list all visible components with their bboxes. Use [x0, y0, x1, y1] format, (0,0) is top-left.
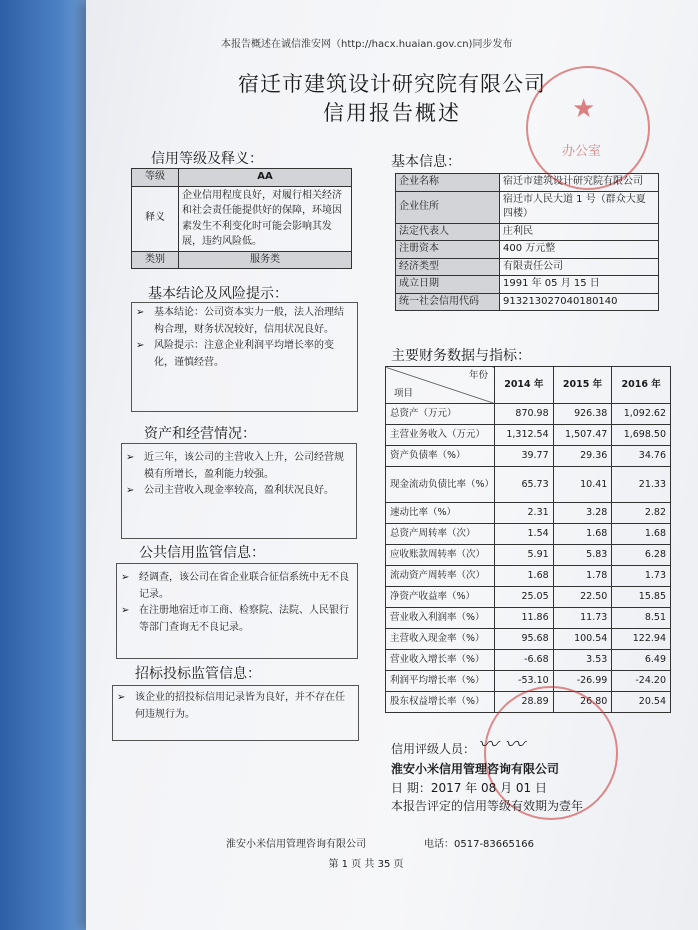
row-label: 主营业务收入（万元）: [386, 425, 495, 446]
validity-note: 本报告评定的信用等级有效期为壹年: [391, 799, 584, 813]
list-item: ➢ 该企业的招投标信用记录皆为良好，并不存在任何违规行为。: [113, 690, 352, 723]
meaning-text: 企业信用程度良好，对履行相关经济和社会责任能提供好的保障，环境因素发生不利变化时可能会影响其发展，违约风险低。: [179, 186, 352, 251]
cell: -53.10: [495, 671, 554, 692]
page-number: 第 1 页 共 35 页: [328, 859, 404, 870]
table-row: [386, 650, 671, 671]
cell: 6.49: [612, 650, 671, 671]
company-seal: [526, 66, 650, 190]
footer-phone: 电话：0517-83665166: [424, 839, 534, 850]
table-row: [386, 545, 671, 566]
corner-item: 项目: [394, 388, 414, 400]
info-label: 法定代表人: [396, 223, 500, 241]
level-label: 等级: [132, 169, 179, 187]
year-header: 2014 年: [495, 367, 554, 404]
cell: 20.54: [612, 692, 671, 713]
cell: 1.78: [553, 566, 612, 587]
cell: 3.53: [553, 650, 612, 671]
cell: -24.20: [612, 671, 671, 692]
list-item: ➢ 经调查，该公司在省企业联合征信系统中无不良记录。: [117, 570, 351, 603]
info-value: 400 万元整: [500, 241, 659, 259]
row-label: 总资产周转率（次）: [386, 524, 495, 545]
table-row: [386, 446, 671, 467]
category-value: 服务类: [179, 251, 352, 269]
table-row: [386, 566, 671, 587]
info-label: 经济类型: [396, 258, 500, 276]
list-item: ➢ 风险提示：注意企业利润平均增长率的变化，谨慎经营。: [132, 338, 351, 371]
year-header: 2015 年: [553, 367, 612, 404]
cell: 870.98: [495, 404, 554, 425]
cell: 1,698.50: [612, 425, 671, 446]
info-value: 913213027040180140: [500, 293, 659, 311]
cell: 34.76: [612, 446, 671, 467]
row-label: 净资产收益率（%）: [386, 587, 495, 608]
footer-company: 淮安小米信用管理咨询有限公司: [226, 839, 366, 850]
report-title: 宿迁市建筑设计研究院有限公司: [238, 72, 546, 96]
financial-table: [385, 366, 671, 713]
cell: -26.99: [553, 671, 612, 692]
info-value: 宿迁市人民大道 1 号（群众大夏四楼）: [500, 191, 659, 223]
bidding-box: [112, 685, 359, 741]
cell: 1.68: [495, 566, 554, 587]
rating-heading: 信用等级及释义：: [151, 151, 263, 167]
cell: 65.73: [495, 467, 554, 503]
cell: -6.68: [495, 650, 554, 671]
cell: 2.82: [612, 503, 671, 524]
financial-corner-cell: [386, 367, 495, 404]
cell: 11.73: [553, 608, 612, 629]
assets-box: [121, 443, 357, 539]
row-label: 利润平均增长率（%）: [386, 671, 495, 692]
row-label: 应收账款周转率（次）: [386, 545, 495, 566]
cell: 28.89: [495, 692, 554, 713]
list-item: ➢ 在注册地宿迁市工商、检察院、法院、人民银行等部门查询无不良记录。: [117, 603, 351, 636]
table-row: [386, 503, 671, 524]
raters-label: 信用评级人员：: [391, 742, 476, 756]
cell: 2.31: [495, 503, 554, 524]
cell: 926.38: [553, 404, 612, 425]
public-heading: 公共信用监管信息：: [139, 545, 265, 561]
table-row: [386, 425, 671, 446]
cell: 1.54: [495, 524, 554, 545]
info-label: 企业名称: [396, 174, 500, 192]
handwritten-signatures: 〰 〰: [478, 732, 525, 756]
bidding-heading: 招标投标监管信息：: [135, 666, 261, 682]
cell: 1,092.62: [612, 404, 671, 425]
cell: 10.41: [553, 467, 612, 503]
report-subtitle: 信用报告概述: [323, 101, 461, 125]
info-label: 注册资本: [396, 241, 500, 259]
report-date: 日 期：2017 年 08 月 01 日: [391, 781, 547, 795]
year-header: 2016 年: [612, 367, 671, 404]
list-item: ➢ 公司主营收入现金率较高，盈利状况良好。: [122, 483, 350, 500]
conclusion-heading: 基本结论及风险提示：: [148, 286, 288, 302]
list-item: ➢ 基本结论：公司资本实力一般，法人治理结构合理，财务状况较好，信用状况良好。: [132, 305, 351, 338]
cell: 29.36: [553, 446, 612, 467]
cell: 95.68: [495, 629, 554, 650]
assets-heading: 资产和经营情况：: [144, 426, 256, 442]
cell: 39.77: [495, 446, 554, 467]
rating-company: 淮安小米信用管理咨询有限公司: [391, 762, 560, 776]
seal-text: 办公室: [562, 144, 602, 159]
meaning-label: 释义: [132, 186, 179, 251]
info-value: 有限责任公司: [500, 258, 659, 276]
table-row: [386, 629, 671, 650]
cell: 6.28: [612, 545, 671, 566]
cell: 21.33: [612, 467, 671, 503]
header-note: 本报告概述在诚信淮安网（http://hacx.huaian.gov.cn)同步发布: [221, 39, 513, 50]
table-row: [386, 524, 671, 545]
cell: 3.28: [553, 503, 612, 524]
cell: 25.05: [495, 587, 554, 608]
info-value: 1991 年 05 月 15 日: [500, 276, 659, 294]
cell: 122.94: [612, 629, 671, 650]
info-value: 宿迁市建筑设计研究院有限公司: [500, 174, 659, 192]
table-row: [386, 467, 671, 503]
seal-star-icon: ★: [572, 94, 596, 124]
conclusion-box: [131, 302, 358, 412]
row-label: 营业收入利润率（%）: [386, 608, 495, 629]
basic-info-table: [395, 173, 659, 311]
row-label: 总资产（万元）: [386, 404, 495, 425]
report-page: [86, 0, 698, 930]
cell: 1,507.47: [553, 425, 612, 446]
cell: 15.85: [612, 587, 671, 608]
row-label: 股东权益增长率（%）: [386, 692, 495, 713]
row-label: 现金流动负债比率（%）: [386, 467, 495, 503]
row-label: 主营收入现金率（%）: [386, 629, 495, 650]
cell: 1.68: [553, 524, 612, 545]
cell: 5.83: [553, 545, 612, 566]
row-label: 流动资产周转率（次）: [386, 566, 495, 587]
info-label: 企业住所: [396, 191, 500, 223]
list-item: ➢ 近三年，该公司的主营收入上升，公司经营规模有所增长，盈利能力较强。: [122, 450, 350, 483]
cell: 1.68: [612, 524, 671, 545]
info-value: 庄利民: [500, 223, 659, 241]
rating-table: [131, 168, 352, 269]
corner-year: 年份: [468, 370, 488, 381]
row-label: 营业收入增长率（%）: [386, 650, 495, 671]
cell: 1,312.54: [495, 425, 554, 446]
table-row: [386, 608, 671, 629]
row-label: 速动比率（%）: [386, 503, 495, 524]
public-box: [116, 563, 358, 659]
table-row: [386, 671, 671, 692]
cell: 100.54: [553, 629, 612, 650]
table-row: [386, 404, 671, 425]
cell: 5.91: [495, 545, 554, 566]
cell: 11.86: [495, 608, 554, 629]
info-label: 统一社会信用代码: [396, 293, 500, 311]
cell: 22.50: [553, 587, 612, 608]
financial-heading: 主要财务数据与指标：: [391, 348, 531, 364]
level-value: AA: [179, 169, 352, 187]
row-label: 资产负债率（%）: [386, 446, 495, 467]
cell: 26.80: [553, 692, 612, 713]
cell: 1.73: [612, 566, 671, 587]
cell: 8.51: [612, 608, 671, 629]
basic-info-heading: 基本信息：: [391, 154, 461, 170]
category-label: 类别: [132, 251, 179, 269]
info-label: 成立日期: [396, 276, 500, 294]
table-row: [386, 587, 671, 608]
